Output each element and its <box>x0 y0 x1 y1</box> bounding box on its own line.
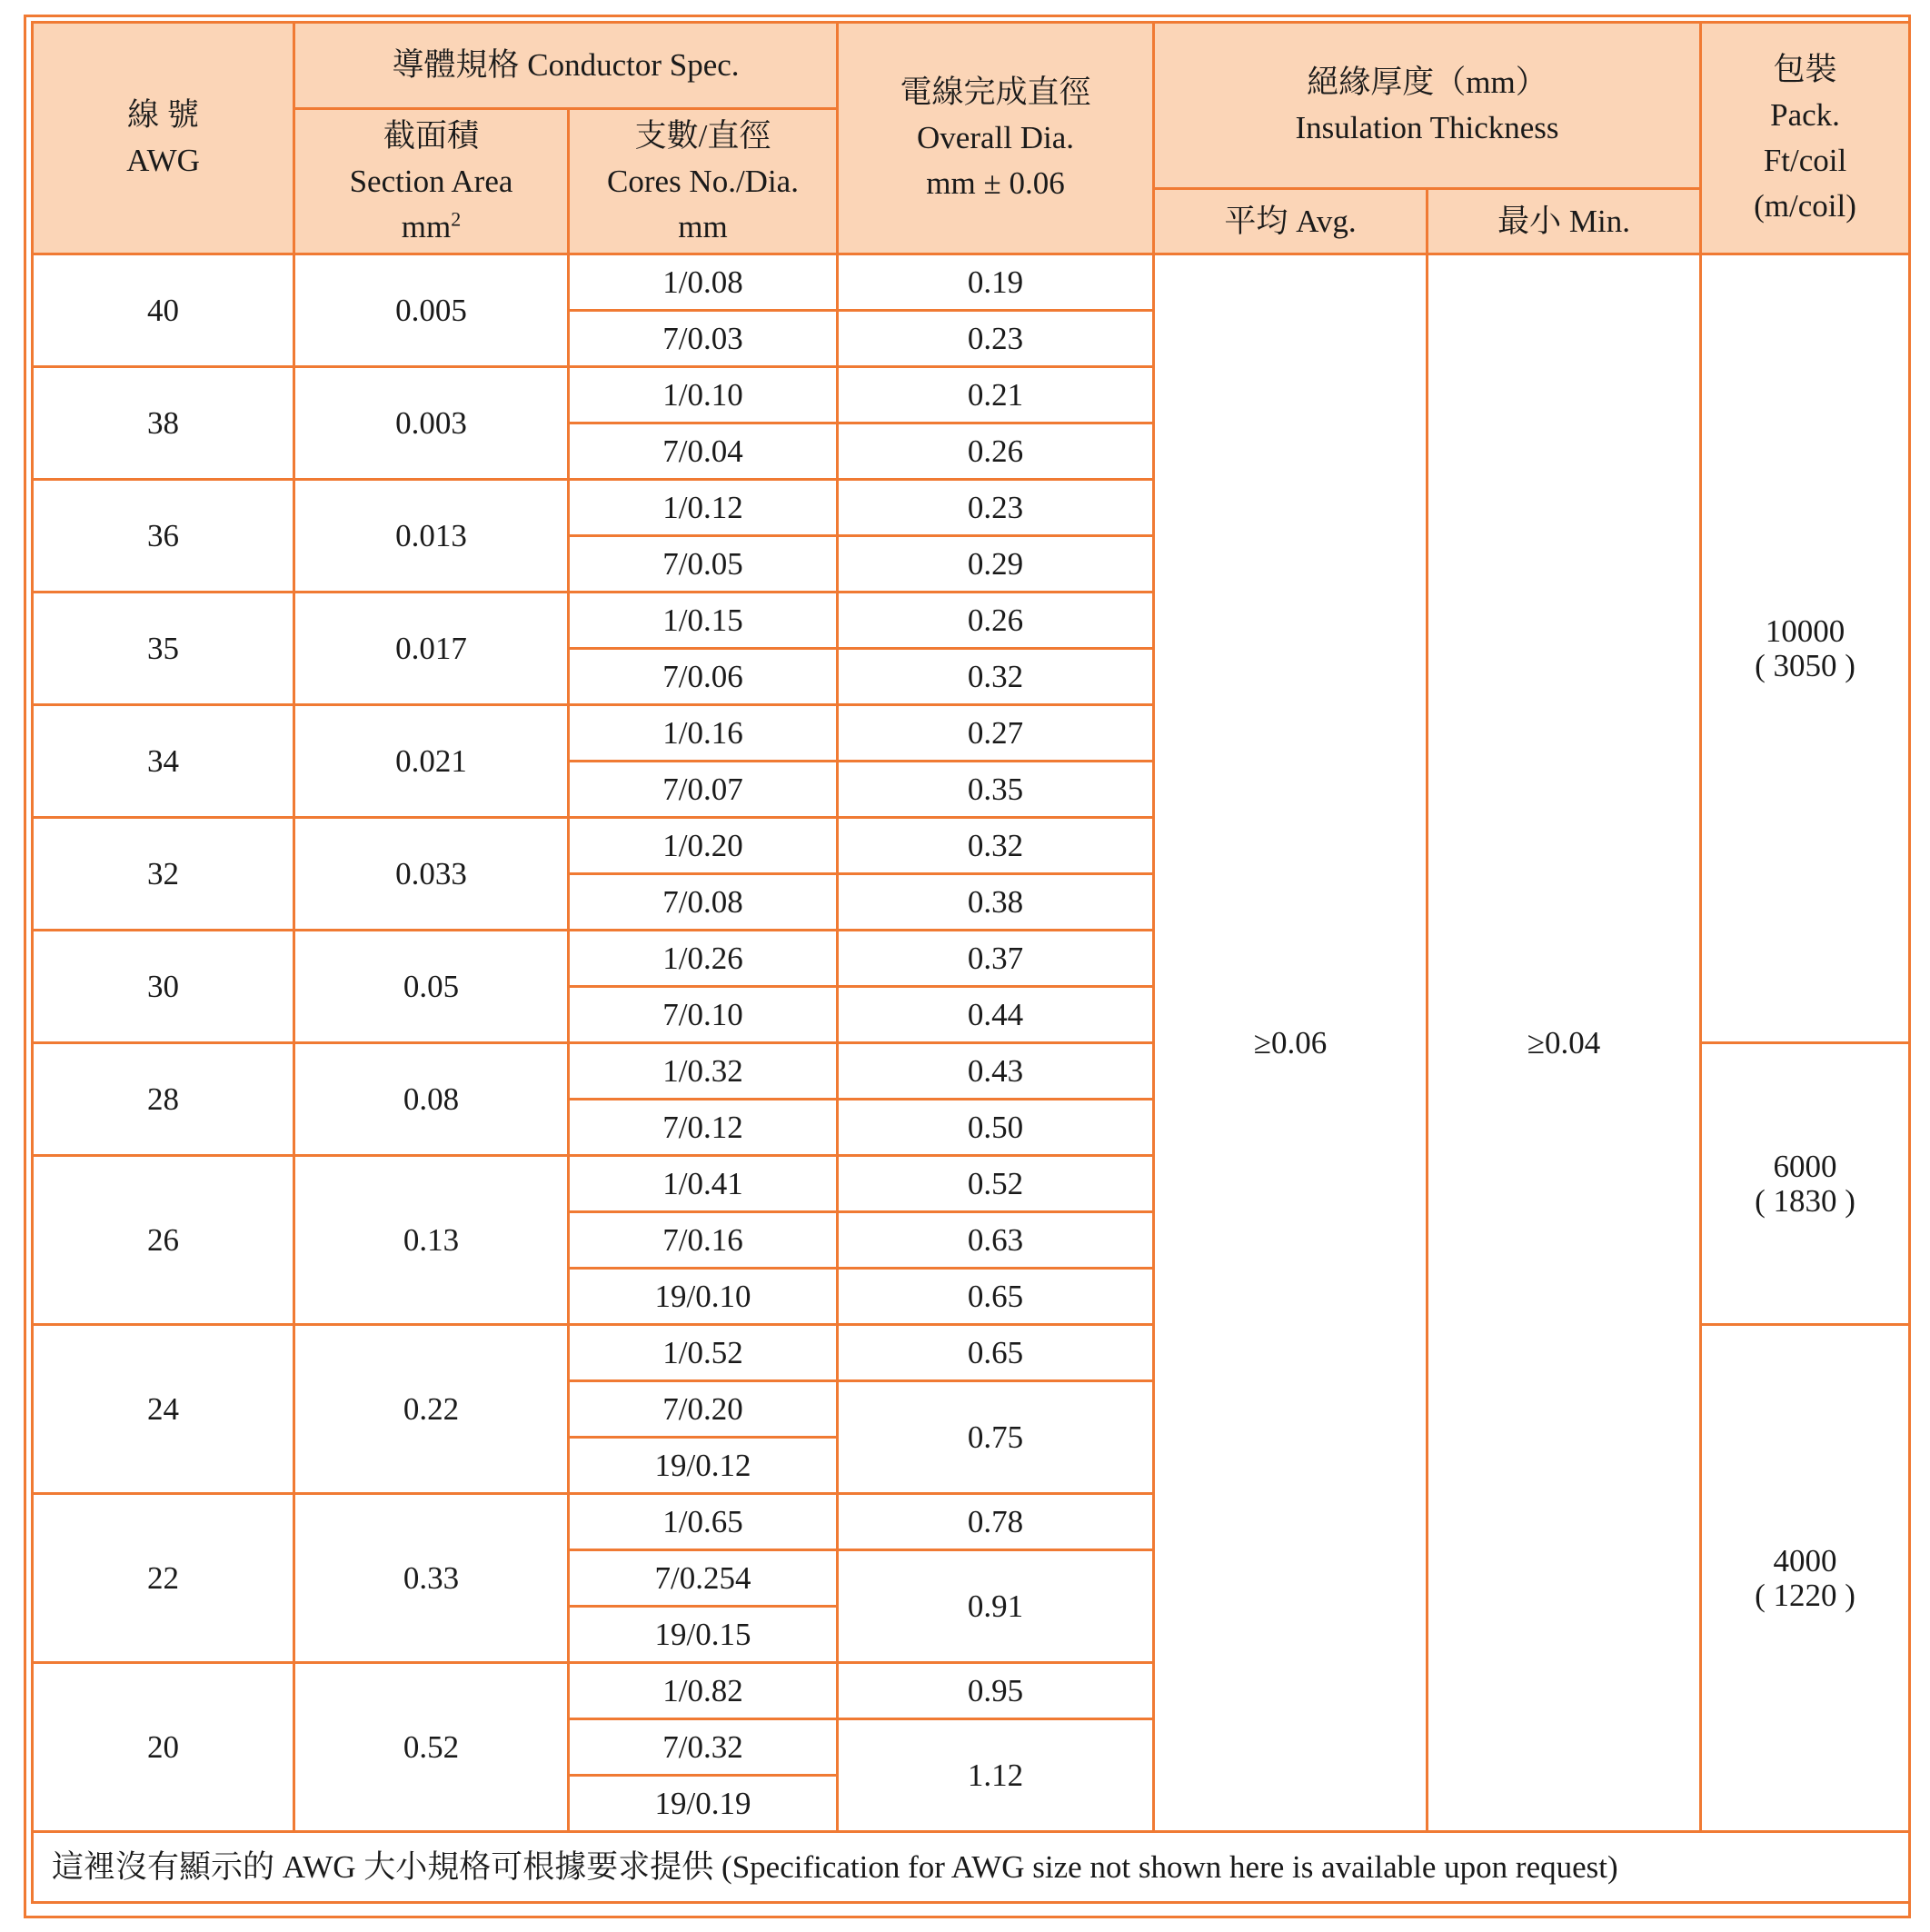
header-avg: 平均 Avg. <box>1154 189 1428 254</box>
cores-cell: 19/0.10 <box>569 1269 838 1325</box>
header-cores-unit: mm <box>678 208 728 244</box>
cores-cell: 1/0.52 <box>569 1325 838 1381</box>
overall-dia-cell: 0.19 <box>838 254 1154 311</box>
insulation-avg-cell: ≥0.06 <box>1154 254 1428 1832</box>
awg-cell: 28 <box>33 1043 294 1156</box>
overall-dia-cell: 0.75 <box>838 1381 1154 1494</box>
cores-cell: 1/0.16 <box>569 705 838 762</box>
cores-cell: 7/0.20 <box>569 1381 838 1438</box>
cores-cell: 1/0.12 <box>569 480 838 536</box>
header-pack-unit1: Ft/coil <box>1763 143 1847 178</box>
header-awg-en: AWG <box>126 143 200 178</box>
section-area-cell: 0.017 <box>294 593 569 705</box>
header-section-area-en: Section Area <box>349 163 513 199</box>
cores-cell: 1/0.15 <box>569 593 838 649</box>
header-insulation-en: Insulation Thickness <box>1295 110 1559 145</box>
insulation-min-cell: ≥0.04 <box>1428 254 1701 1832</box>
header-section-area <box>294 109 569 254</box>
section-area-cell: 0.33 <box>294 1494 569 1663</box>
overall-dia-cell: 0.27 <box>838 705 1154 762</box>
awg-cell: 22 <box>33 1494 294 1663</box>
overall-dia-cell: 0.52 <box>838 1156 1154 1212</box>
cores-cell: 1/0.08 <box>569 254 838 311</box>
cores-cell: 19/0.15 <box>569 1607 838 1663</box>
header-pack-zh: 包裝 <box>1773 52 1837 87</box>
cores-cell: 7/0.12 <box>569 1100 838 1156</box>
cores-cell: 1/0.82 <box>569 1663 838 1719</box>
overall-dia-cell: 0.38 <box>838 874 1154 931</box>
cores-cell: 7/0.10 <box>569 987 838 1043</box>
cores-cell: 7/0.08 <box>569 874 838 931</box>
header-overall-unit: mm ± 0.06 <box>926 165 1065 201</box>
awg-cell: 36 <box>33 480 294 593</box>
section-area-cell: 0.003 <box>294 367 569 480</box>
section-area-cell: 0.005 <box>294 254 569 367</box>
overall-dia-cell: 0.23 <box>838 311 1154 367</box>
header-section-area-unit: $mm^2$ <box>401 206 462 244</box>
section-area-cell: 0.22 <box>294 1325 569 1494</box>
awg-cell: 34 <box>33 705 294 818</box>
section-area-cell: 0.013 <box>294 480 569 593</box>
awg-cell: 32 <box>33 818 294 931</box>
cores-cell: 1/0.10 <box>569 367 838 423</box>
overall-dia-cell: 0.65 <box>838 1325 1154 1381</box>
awg-cell: 26 <box>33 1156 294 1325</box>
header-section-area-unit-sup: 2 <box>451 206 462 230</box>
overall-dia-cell: 0.26 <box>838 423 1154 480</box>
cores-cell: 19/0.12 <box>569 1438 838 1494</box>
pack-m: ( 3050 ) <box>1755 647 1855 683</box>
header-pack-unit2: (m/coil) <box>1754 188 1856 224</box>
cores-cell: 7/0.32 <box>569 1719 838 1776</box>
overall-dia-cell: 0.65 <box>838 1269 1154 1325</box>
header-awg-zh: 線 號 <box>127 97 199 133</box>
cores-cell: 7/0.254 <box>569 1550 838 1607</box>
footnote: 這裡沒有顯示的 AWG 大小規格可根據要求提供 (Specification for AWG size not shown here is available upon request) <box>33 1832 1910 1903</box>
header-overall-en: Overall Dia. <box>917 120 1074 155</box>
cores-cell: 7/0.05 <box>569 536 838 593</box>
table-row <box>33 254 1910 311</box>
overall-dia-cell: 0.29 <box>838 536 1154 593</box>
awg-cell: 35 <box>33 593 294 705</box>
overall-dia-cell: 0.32 <box>838 649 1154 705</box>
header-awg <box>33 23 294 254</box>
overall-dia-cell: 0.35 <box>838 762 1154 818</box>
pack-cell <box>1701 254 1910 1043</box>
header-cores-zh: 支數/直徑 <box>634 117 771 154</box>
section-area-cell: 0.021 <box>294 705 569 818</box>
header-cores-en: Cores No./Dia. <box>607 163 799 199</box>
awg-cell: 40 <box>33 254 294 367</box>
awg-cell: 24 <box>33 1325 294 1494</box>
pack-ft: 10000 <box>1765 612 1845 649</box>
cores-cell: 1/0.26 <box>569 931 838 987</box>
section-area-cell: 0.05 <box>294 931 569 1043</box>
header-overall-zh: 電線完成直徑 <box>900 75 1091 110</box>
awg-spec-table <box>31 21 1911 1904</box>
cores-cell: 1/0.41 <box>569 1156 838 1212</box>
cores-cell: 7/0.07 <box>569 762 838 818</box>
cores-cell: 1/0.65 <box>569 1494 838 1550</box>
pack-m: ( 1830 ) <box>1755 1182 1855 1219</box>
awg-cell: 20 <box>33 1663 294 1832</box>
header-insulation-zh: 絕緣厚度（mm） <box>1307 65 1547 100</box>
section-area-cell: 0.52 <box>294 1663 569 1832</box>
cores-cell: 7/0.06 <box>569 649 838 705</box>
cores-cell: 1/0.32 <box>569 1043 838 1100</box>
pack-cell <box>1701 1043 1910 1325</box>
overall-dia-cell: 0.32 <box>838 818 1154 874</box>
overall-dia-cell: 0.43 <box>838 1043 1154 1100</box>
cores-cell: 7/0.03 <box>569 311 838 367</box>
awg-cell: 38 <box>33 367 294 480</box>
pack-cell <box>1701 1325 1910 1832</box>
cores-cell: 19/0.19 <box>569 1776 838 1832</box>
section-area-cell: 0.08 <box>294 1043 569 1156</box>
header-pack-en: Pack. <box>1770 97 1840 133</box>
section-area-cell: 0.033 <box>294 818 569 931</box>
overall-dia-cell: 1.12 <box>838 1719 1154 1832</box>
overall-dia-cell: 0.26 <box>838 593 1154 649</box>
cores-cell: 7/0.16 <box>569 1212 838 1269</box>
note-row <box>33 1832 1910 1903</box>
header-section-area-zh: 截面積 <box>383 117 479 154</box>
section-area-cell: 0.13 <box>294 1156 569 1325</box>
overall-dia-cell: 0.91 <box>838 1550 1154 1663</box>
overall-dia-cell: 0.21 <box>838 367 1154 423</box>
cores-cell: 1/0.20 <box>569 818 838 874</box>
overall-dia-cell: 0.23 <box>838 480 1154 536</box>
overall-dia-cell: 0.44 <box>838 987 1154 1043</box>
pack-ft: 4000 <box>1773 1542 1837 1578</box>
header-conductor-spec: 導體規格 Conductor Spec. <box>294 23 838 109</box>
overall-dia-cell: 0.78 <box>838 1494 1154 1550</box>
awg-cell: 30 <box>33 931 294 1043</box>
pack-ft: 6000 <box>1773 1148 1837 1184</box>
overall-dia-cell: 0.37 <box>838 931 1154 987</box>
overall-dia-cell: 0.63 <box>838 1212 1154 1269</box>
header-overall-dia <box>838 23 1154 254</box>
cores-cell: 7/0.04 <box>569 423 838 480</box>
overall-dia-cell: 0.50 <box>838 1100 1154 1156</box>
header-cores <box>569 109 838 254</box>
pack-m: ( 1220 ) <box>1755 1577 1855 1613</box>
header-min: 最小 Min. <box>1428 189 1701 254</box>
header-pack <box>1701 23 1910 254</box>
header-insulation <box>1154 23 1701 189</box>
overall-dia-cell: 0.95 <box>838 1663 1154 1719</box>
